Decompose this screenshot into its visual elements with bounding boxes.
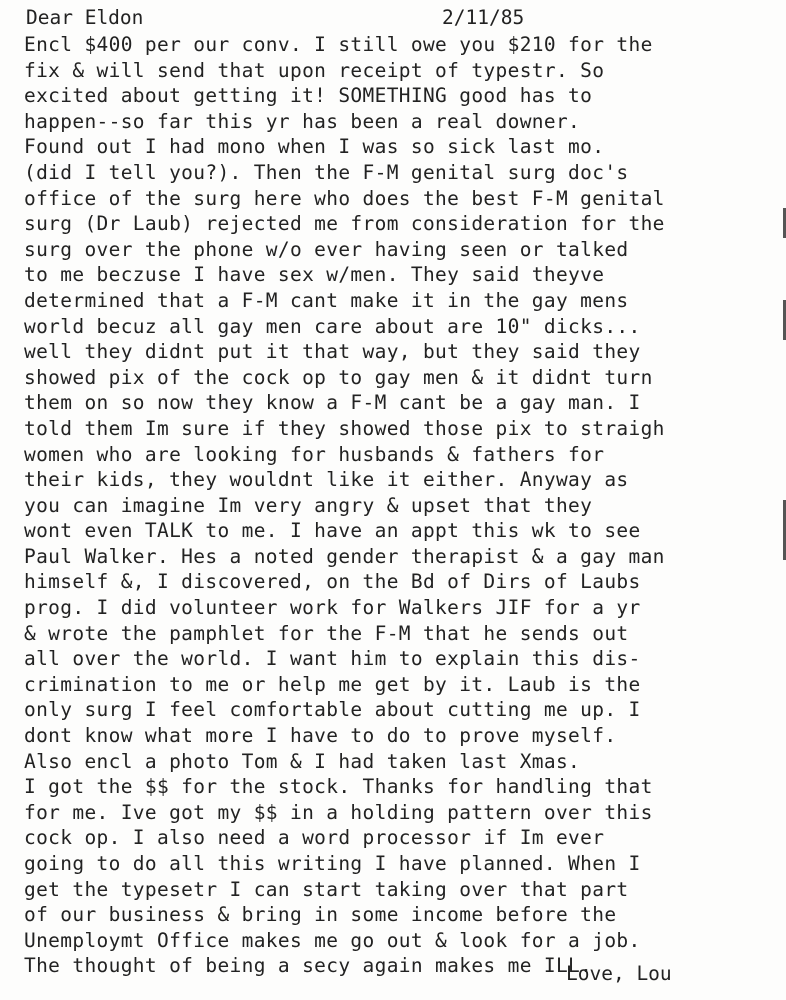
body-line: Found out I had mono when I was so sick last mo.	[24, 135, 605, 159]
body-line: all over the world. I want him to explain this dis-	[24, 647, 641, 671]
body-line: showed pix of the cock op to gay men & it didnt turn	[24, 365, 653, 389]
letter-header	[26, 6, 766, 32]
body-line: surg over the phone w/o ever having seen or talked	[24, 237, 629, 261]
body-line: for me. Ive got my $$ in a holding pattern over this	[24, 800, 653, 824]
body-line: cock op. I also need a word processor if Im ever	[24, 826, 605, 850]
body-line: happen--so far this yr has been a real downer.	[24, 109, 581, 133]
body-line: surg (Dr Laub) rejected me from consideration for the	[24, 212, 665, 236]
body-line: Also encl a photo Tom & I had taken last Xmas.	[24, 749, 581, 773]
body-line: determined that a F-M cant make it in the gay mens	[24, 288, 629, 312]
body-line: get the typesetr I can start taking over that part	[24, 877, 629, 901]
body-line: them on so now they know a F-M cant be a gay man. I	[24, 391, 641, 415]
body-line: prog. I did volunteer work for Walkers JIF for a yr	[24, 596, 641, 620]
body-line: crimination to me or help me get by it. Laub is the	[24, 672, 641, 696]
body-line: wont even TALK to me. I have an appt this wk to see	[24, 519, 641, 543]
body-line: & wrote the pamphlet for the F-M that he sends out	[24, 621, 629, 645]
body-line: you can imagine Im very angry & upset that they	[24, 493, 593, 517]
body-line: I got the $$ for the stock. Thanks for handling that	[24, 775, 653, 799]
body-line: women who are looking for husbands & fathers for	[24, 442, 605, 466]
letter-date: 2/11/85	[442, 6, 525, 29]
body-line: office of the surg here who does the best F-M genital	[24, 186, 665, 210]
body-line: fix & will send that upon receipt of typestr. So	[24, 58, 605, 82]
body-line: Encl $400 per our conv. I still owe you $210 for the	[24, 33, 653, 56]
body-line: their kids, they wouldnt like it either. Anyway as	[24, 468, 629, 492]
body-line: Unemploymt Office makes me go out & look for a job.	[24, 928, 641, 952]
closing-signature: Love, Lou	[566, 962, 672, 985]
body-line: to me beczuse I have sex w/men. They said theyve	[24, 263, 605, 287]
salutation: Dear Eldon	[26, 6, 144, 29]
body-line: (did I tell you?). Then the F-M genital surg doc's	[24, 160, 629, 184]
body-line: going to do all this writing I have planned. When I	[24, 852, 641, 875]
body-line: dont know what more I have to do to prove myself.	[24, 724, 617, 748]
body-line: told them Im sure if they showed those pix to straigh	[24, 416, 665, 440]
body-line: himself &, I discovered, on the Bd of Dirs of Laubs	[24, 570, 641, 594]
body-line: of our business & bring in some income before the	[24, 903, 617, 927]
body-line: excited about getting it! SOMETHING good has to	[24, 84, 593, 108]
letter-body	[24, 32, 784, 979]
body-line: world becuz all gay men care about are 10" dicks...	[24, 314, 641, 338]
body-line: well they didnt put it that way, but they said they	[24, 340, 641, 364]
body-line: only surg I feel comfortable about cutting me up. I	[24, 698, 641, 722]
body-line: The thought of being a secy again makes me ILL.	[24, 954, 593, 978]
body-line: Paul Walker. Hes a noted gender therapist & a gay man	[24, 544, 665, 568]
